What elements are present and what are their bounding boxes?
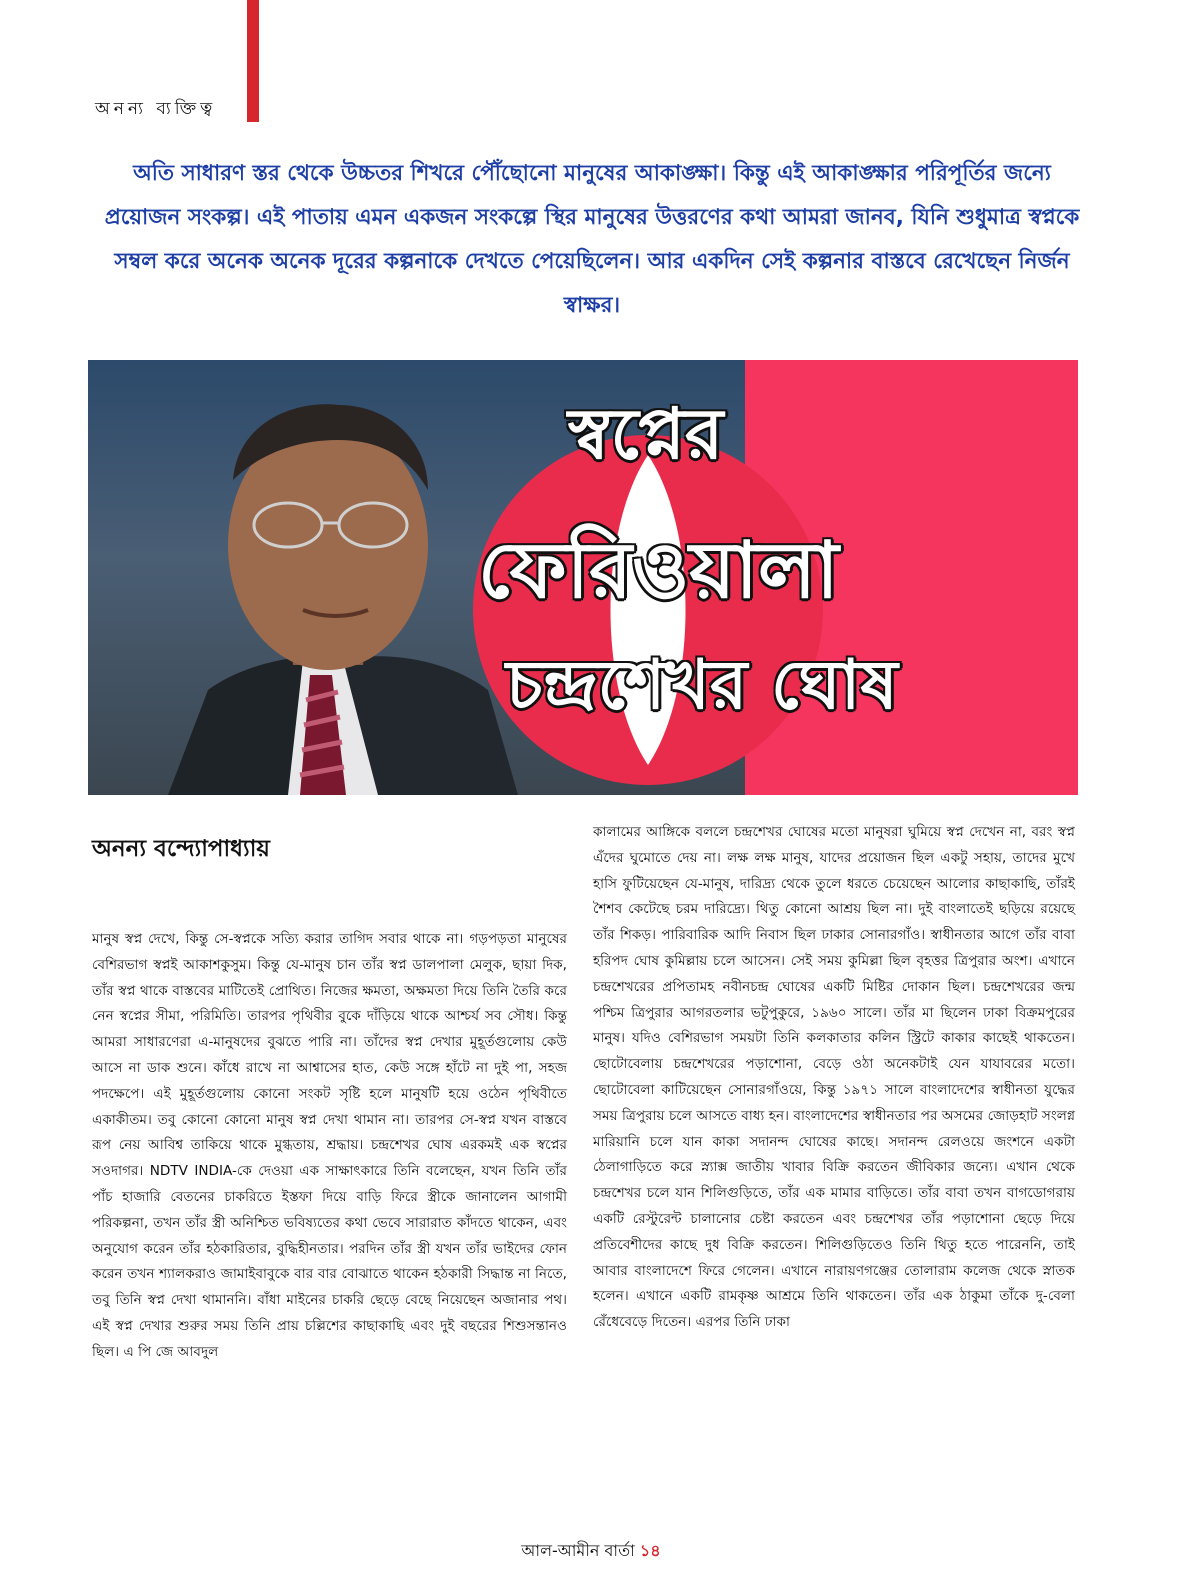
article-column-right: কালামের আঙ্গিকে বললে চন্দ্রশেখর ঘোষের মতো মানুষরা ঘুমিয়ে স্বপ্ন দেখেন না, বরং স্বপ্ন এঁদের ঘুমোতে দেয় না। লক্ষ লক্ষ মানুষ, যাদের প্রয়োজন ছিল একটু সহায়, তাদের মুখে হাসি ফুটিয়েছেন যে-মানুষ, দারিদ্র্য থেকে তুলে ধরতে চেয়েছেন আলোর কাছাকাছি, তাঁরই শৈশব কেটেছে চরম দারিদ্র্যে। থিতু কোনো আশ্রয় ছিল না। দুই বাংলাতেই ছড়িয়ে রয়েছে তাঁর শিকড়। পারিবারিক আদি নিবাস ছিল ঢাকার সোনারগাঁও। স্বাধীনতার আগে তাঁর বাবা হরিপদ ঘোষ কুমিল্লায় চলে আসেন। সেই সময় কুমিল্লা ছিল বৃহত্তর ত্রিপুরার অংশ। এখানে চন্দ্রশেখরের প্রপিতামহ নবীনচন্দ্র ঘোষের একটি মিষ্টির দোকান ছিল। চন্দ্রশেখরের জন্ম পশ্চিম ত্রিপুরার আগরতলার ভটুপুকুরে, ১৯৬০ সালে। তাঁর মা ছিলেন ঢাকা বিক্রমপুরের মানুষ। যদিও বেশিরভাগ সময়টা তিনি কলকাতার কলিন স্ট্রিটে কাকার কাছেই থাকতেন। ছোটোবেলায় চন্দ্রশেখরের পড়াশোনা, বেড়ে ওঠা অনেকটাই যেন যাযাবরের মতো। ছোটোবেলা কাটিয়েছেন সোনারগাঁওয়ে, কিন্তু ১৯৭১ সালে বাংলাদেশের স্বাধীনতা যুদ্ধের সময় ত্রিপুরায় চলে আসতে বাধ্য হন। বাংলাদেশের স্বাধীনতার পর অসমের জোড়হাট সংলগ্ন মারিয়ানি চলে যান কাকা সদানন্দ ঘোষের কাছে। সদানন্দ রেলওয়ে জংশনে একটা ঠেলাগাড়িতে করে স্ন্যাক্স জাতীয় খাবার বিক্রি করতেন জীবিকার জন্যে। এখান থেকে চন্দ্রশেখর চলে যান শিলিগুড়িতে, তাঁর এক মামার বাড়িতে। তাঁর বাবা তখন বাগডোগরায় একটি রেস্টুরেন্ট চালানোর চেষ্টা করতেন এবং চন্দ্রশেখর তাঁর পড়াশোনা ছেড়ে দিয়ে প্রতিবেশীদের কাছে দুধ বিক্রি করতেন। শিলিগুড়িতেও তিনি থিতু হতে পারেননি, তাই আবার বাংলাদেশে ফিরে গেলেন। এখানে নারায়ণগঞ্জের তোলারাম কলেজ থেকে স্নাতক হলেন। এখানে একটি রামকৃষ্ণ আশ্রমে তিনি থাকতেন। তাঁর এক ঠাকুমা তাঁকে দু-বেলা রেঁধেবেড়ে দিতেন। এরপর তিনি ঢাকা	[593, 824, 1075, 1331]
title-subject-name: চন্দ্রশেখর ঘোষ	[506, 645, 898, 725]
page-footer	[0, 1538, 1182, 1565]
article-column-left: মানুষ স্বপ্ন দেখে, কিন্তু সে-স্বপ্নকে সত্যি করার তাগিদ সবার থাকে না। গড়পড়তা মানুষের বেশিরভাগ স্বপ্নই আকাশকুসুম। কিন্তু যে-মানুষ চান তাঁর স্বপ্ন ডালপালা মেলুক, ছায়া দিক, তাঁর স্বপ্ন থাকে বাস্তবের মাটিতেই প্রোথিত। নিজের ক্ষমতা, অক্ষমতা দিয়ে তিনি তৈরি করে নেন স্বপ্নের সীমা, পরিমিতি। তারপর পৃথিবীর বুকে দাঁড়িয়ে থাকে আশ্চর্য সব সৌধ। কিন্তু আমরা সাধারণেরা এ-মানুষদের বুঝতে পারি না। তাঁদের স্বপ্ন দেখার মুহূর্তগুলোয় কেউ আসে না ডাক শুনে। কাঁধে রাখে না আশ্বাসের হাত, কেউ সঙ্গে হাঁটে না দুই পা, সহজ পদক্ষেপে। এই মুহূর্তগুলোয় কোনো সংকট সৃষ্টি হলে মানুষটি হয়ে ওঠেন পৃথিবীতে একাকীতম। তবু কোনো কোনো মানুষ স্বপ্ন দেখা থামান না। তারপর সে-স্বপ্ন যখন বাস্তবে রূপ নেয় আবিশ্ব তাকিয়ে থাকে মুগ্ধতায়, শ্রদ্ধায়। চন্দ্রশেখর ঘোষ এরকমই এক স্বপ্নের সওদাগর। NDTV INDIA-কে দেওয়া এক সাক্ষাৎকারে তিনি বলেছেন, যখন তিনি তাঁর পাঁচ হাজারি বেতনের চাকরিতে ইস্তফা দিয়ে বাড়ি ফিরে স্ত্রীকে জানালেন আগামী পরিকল্পনা, তখন তাঁর স্ত্রী অনিশ্চিত ভবিষ্যতের কথা ভেবে সারারাত কাঁদতে থাকেন, এবং অনুযোগ করেন তাঁর হঠকারিতার, বুদ্ধিহীনতার। পরদিন তাঁর স্ত্রী যখন তাঁর ভাইদের ফোন করেন তখন শ্যালকরাও জামাইবাবুকে বার বার বোঝাতে থাকেন হঠকারী সিদ্ধান্ত না নিতে, তবু তিনি স্বপ্ন দেখা থামাননি। বাঁধা মাইনের চাকরি ছেড়ে বেছে নিয়েছেন অজানার পথ। এই স্বপ্ন দেখার শুরুর সময় তিনি প্রায় চল্লিশের কাছাকাছি এবং দুই বছরের শিশুসন্তানও ছিল। এ পি জে আবদুল	[92, 931, 567, 1360]
intro-paragraph: অতি সাধারণ স্তর থেকে উচ্চতর শিখরে পৌঁছোনো মানুষের আকাঙ্ক্ষা। কিন্তু এই আকাঙ্ক্ষার পরিপূর্তির জন্যে প্রয়োজন সংকল্প। এই পাতায় এমন একজন সংকল্পে স্থির মানুষের উত্তরণের কথা আমরা জানব, যিনি শুধুমাত্র স্বপ্নকে সম্বল করে অনেক অনেক দূরের কল্পনাকে দেখতে পেয়েছিলেন। আর একদিন সেই কল্পনার বাস্তবে রেখেছেন নির্জন স্বাক্ষর।	[104, 161, 1080, 318]
title-line-1: স্বপ্নের	[568, 392, 724, 475]
section-marker-bar	[247, 0, 259, 122]
magazine-name: আল-আমীন বার্তা	[521, 1541, 635, 1560]
hero-banner	[88, 360, 1078, 795]
page-number: ১৪	[639, 1541, 661, 1560]
hero-title	[88, 360, 1078, 795]
author-byline: অনন্য বন্দ্যোপাধ্যায়	[92, 836, 270, 862]
title-line-2: ফেরিওয়ালা	[478, 525, 839, 616]
section-label: অনন্য ব্যক্তিত্ব	[95, 99, 217, 119]
